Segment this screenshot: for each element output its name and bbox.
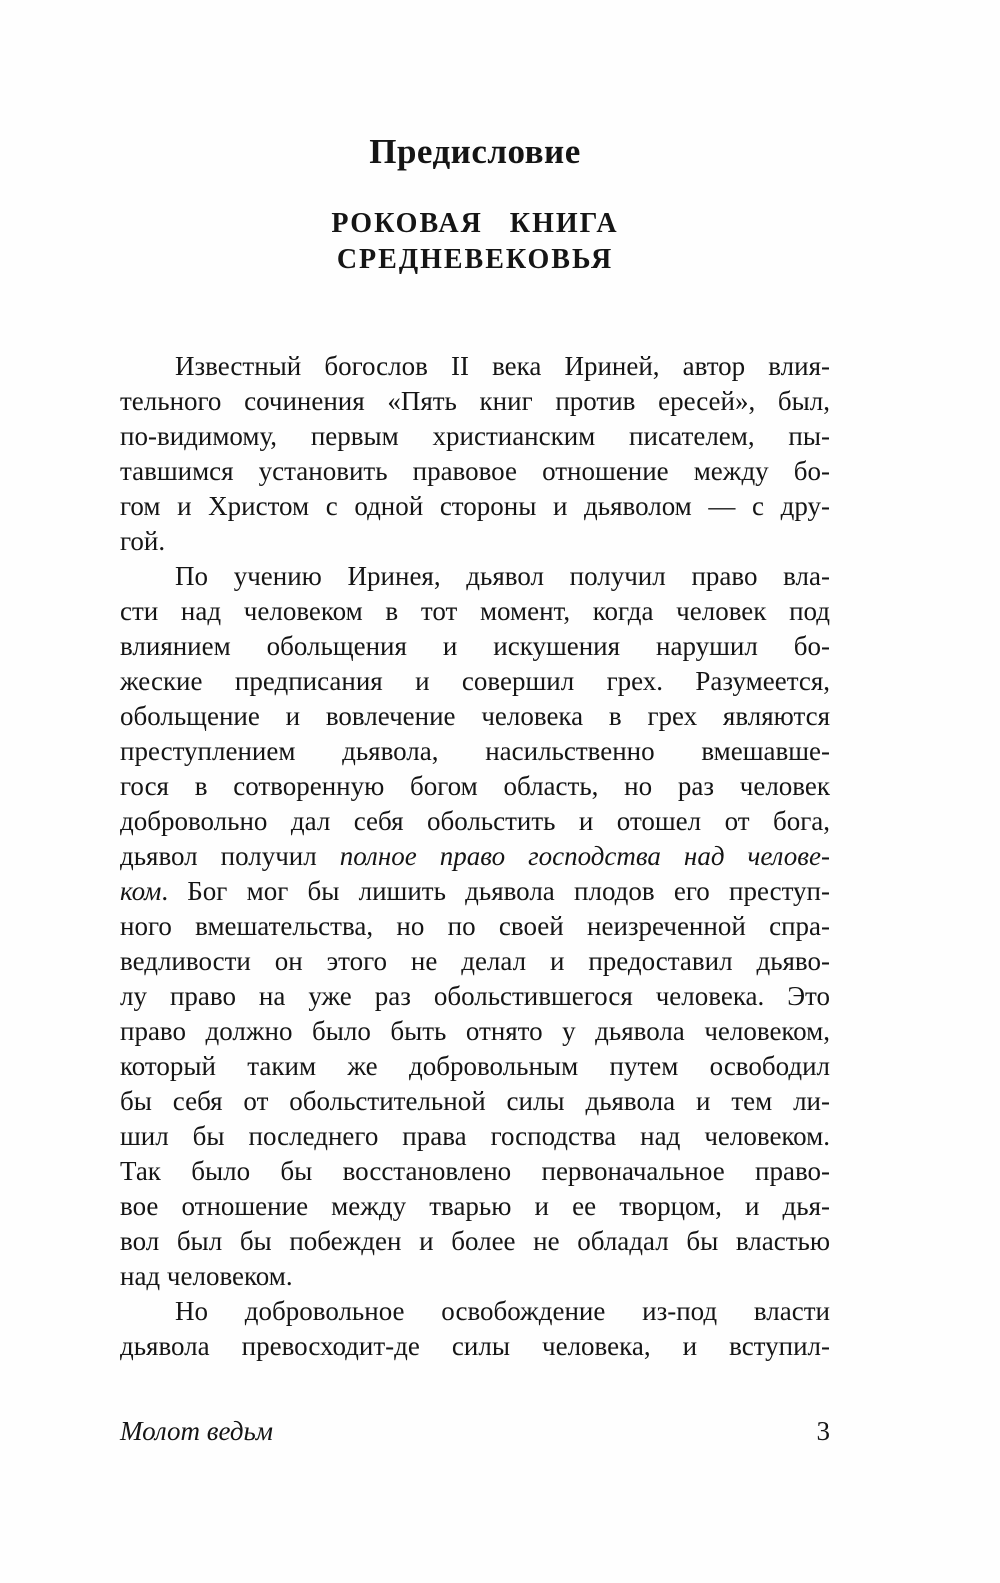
chapter-heading: Предисловие <box>369 132 581 171</box>
text-line <box>120 1224 830 1259</box>
text-line <box>120 1119 830 1154</box>
text-line <box>120 1014 830 1049</box>
italic-text-segment: полное право господства над челове- <box>339 841 830 871</box>
text-segment: преступлением дьявола, насильственно вмешавше- <box>120 736 830 766</box>
text-line <box>120 1259 830 1294</box>
text-line <box>120 1294 830 1329</box>
text-line <box>120 1329 830 1364</box>
text-line <box>120 384 830 419</box>
text-segment: бы себя от обольстительной силы дьявола и тем ли- <box>120 1086 830 1116</box>
text-segment: тельного сочинения «Пять книг против ересей», был, <box>120 386 830 416</box>
text-segment: По учению Иринея, дьявол получил право вла- <box>175 561 830 591</box>
text-line <box>120 909 830 944</box>
text-line <box>120 1084 830 1119</box>
text-segment: обольщение и вовлечение человека в грех являются <box>120 701 830 731</box>
italic-text-segment: ком <box>120 876 162 906</box>
section-title-line-1: РОКОВАЯ КНИГА <box>331 208 619 239</box>
text-segment: вое отношение между тварью и ее творцом, и дья- <box>120 1191 830 1221</box>
text-line <box>120 349 830 384</box>
text-segment: ного вмешательства, но по своей неизреченной спра- <box>120 911 830 941</box>
text-line <box>120 944 830 979</box>
text-line <box>120 559 830 594</box>
text-line <box>120 629 830 664</box>
text-segment: право должно было быть отнято у дьявола человеком, <box>120 1016 830 1046</box>
text-line <box>120 489 830 524</box>
text-segment: по-видимому, первым христианским писателем, пы- <box>120 421 830 451</box>
paragraph <box>120 1294 830 1364</box>
text-segment: сти над человеком в тот момент, когда человек под <box>120 596 830 626</box>
text-segment: Так было бы восстановлено первоначальное право- <box>120 1156 830 1186</box>
page-number: 3 <box>816 1416 830 1446</box>
text-segment: шил бы последнего права господства над человеком. <box>120 1121 830 1151</box>
text-line <box>120 419 830 454</box>
text-line <box>120 979 830 1014</box>
text-segment: вол был бы побежден и более не обладал бы властью <box>120 1226 830 1256</box>
text-segment: дьявол получил <box>120 841 340 871</box>
text-line <box>120 769 830 804</box>
body-text <box>120 349 830 1364</box>
text-segment: влиянием обольщения и искушения нарушил бо- <box>120 631 830 661</box>
text-segment: лу право на уже раз обольстившегося человека. Это <box>120 981 830 1011</box>
text-segment: гой. <box>120 526 166 556</box>
text-segment: добровольно дал себя обольстить и отошел от бога, <box>120 806 830 836</box>
text-line <box>120 699 830 734</box>
text-segment: ведливости он этого не делал и предоставил дьяво- <box>120 946 830 976</box>
text-line <box>120 874 830 909</box>
text-segment: гом и Христом с одной стороны и дьяволом — с дру- <box>120 491 830 521</box>
section-title-line-2: СРЕДНЕВЕКОВЬЯ <box>336 244 614 275</box>
text-segment: гося в сотворенную богом область, но раз человек <box>120 771 830 801</box>
text-segment: жеские предписания и совершил грех. Разумеется, <box>120 666 830 696</box>
text-line <box>120 664 830 699</box>
text-column <box>120 0 830 1583</box>
text-segment: тавшимся установить правовое отношение между бо- <box>120 456 830 486</box>
text-segment: над человеком. <box>120 1261 293 1291</box>
text-line <box>120 839 830 874</box>
text-line <box>120 1189 830 1224</box>
page-footer <box>120 1414 830 1449</box>
text-line <box>120 1049 830 1084</box>
running-title: Молот ведьм <box>120 1416 273 1446</box>
section-title <box>120 206 830 278</box>
text-line <box>120 524 830 559</box>
text-line <box>120 594 830 629</box>
text-line <box>120 734 830 769</box>
text-line <box>120 804 830 839</box>
text-segment: дьявола превосходит-де силы человека, и вступил- <box>120 1331 830 1361</box>
text-segment: Известный богослов II века Ириней, автор влия- <box>175 351 830 381</box>
text-segment: . Бог мог бы лишить дьявола плодов его преступ- <box>161 876 830 906</box>
text-line <box>120 1154 830 1189</box>
text-segment: который таким же добровольным путем освободил <box>120 1051 830 1081</box>
paragraph <box>120 559 830 1294</box>
text-line <box>120 454 830 489</box>
paragraph <box>120 349 830 559</box>
text-segment: Но добровольное освобождение из-под власти <box>175 1296 830 1326</box>
